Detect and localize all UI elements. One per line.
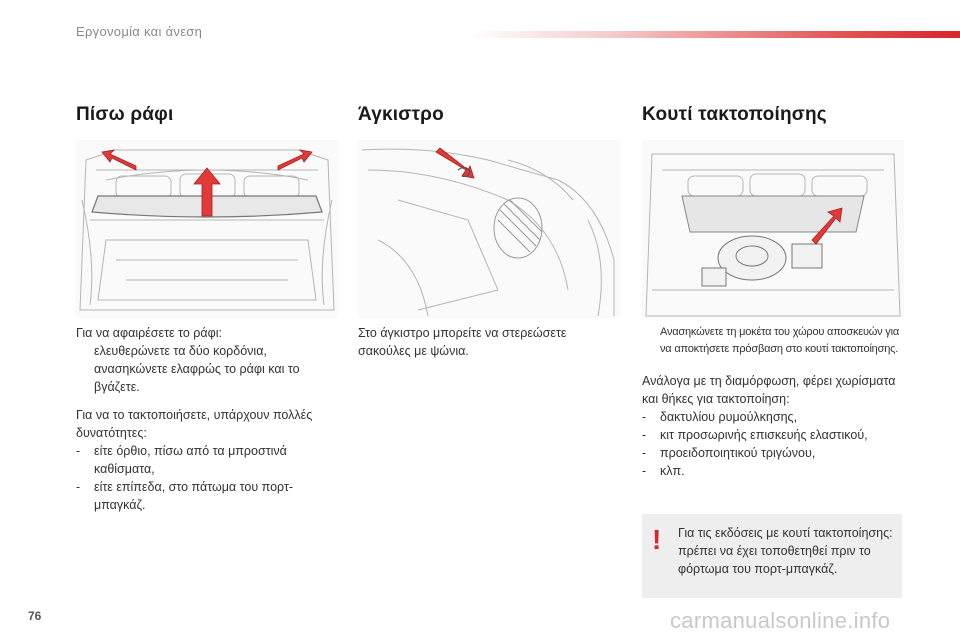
list-item: [76, 478, 338, 514]
list-item: [76, 442, 338, 478]
storage-box-dash-1: δακτυλίου ρυμούλκησης,: [660, 410, 798, 424]
section-title-hook: Άγκιστρο: [358, 104, 444, 125]
rear-shelf-storage-intro: Για να το τακτοποιήσετε, υπάρχουν πολλές δυνατότητες:: [76, 408, 313, 440]
storage-box-intro: Ανάλογα με τη διαμόρφωση, φέρει χωρίσματα και θήκες για τακτοποίηση:: [642, 374, 896, 406]
header-accent-bar: [470, 31, 960, 38]
watermark: carmanualsonline.info: [670, 608, 891, 633]
dash-marker: -: [642, 428, 647, 442]
section-title-storage-box: Κουτί τακτοποίησης: [642, 104, 827, 125]
dash-marker: -: [76, 444, 81, 458]
rear-shelf-drawing: [76, 140, 338, 318]
storage-box-drawing: [642, 140, 904, 318]
page-number: 76: [28, 609, 42, 623]
bullet-marker: [76, 342, 94, 360]
storage-box-dash-3: προειδοποιητικού τριγώνου,: [660, 446, 816, 460]
list-item: [642, 426, 906, 444]
dash-marker: -: [642, 464, 647, 478]
illustration-hook: [358, 140, 620, 318]
rear-shelf-bullet-1: ελευθερώνετε τα δύο κορδόνια,: [94, 344, 267, 358]
warning-icon: !: [652, 524, 662, 555]
hook-drawing: [358, 140, 620, 318]
dash-marker: -: [642, 446, 647, 460]
dash-marker: -: [642, 410, 647, 424]
storage-box-bullet: Ανασηκώνετε τη μοκέτα του χώρου αποσκευών για να αποκτήσετε πρόσβαση στο κουτί τακτοποίησης.: [660, 326, 900, 355]
rear-shelf-dash-1: είτε όρθιο, πίσω από τα μπροστινά καθίσματα,: [94, 444, 287, 476]
illustration-storage-box: [642, 140, 904, 318]
storage-box-dash-2: κιτ προσωρινής επισκευής ελαστικού,: [660, 428, 868, 442]
list-item: [642, 444, 906, 462]
dash-marker: -: [76, 480, 81, 494]
bullet-marker: [76, 360, 94, 396]
rear-shelf-intro: Για να αφαιρέσετε το ράφι:: [76, 326, 222, 340]
list-item: [642, 324, 906, 358]
list-item: [76, 360, 338, 396]
storage-box-dash-4: κλπ.: [660, 464, 685, 478]
rear-shelf-dash-2: είτε επίπεδα, στο πάτωμα του πορτ-μπαγκάζ.: [94, 480, 294, 512]
bullet-marker: [642, 324, 660, 358]
warning-box: [642, 514, 902, 598]
list-item: [642, 408, 906, 426]
header-title: Εργονομία και άνεση: [76, 24, 203, 39]
rear-shelf-bullet-2: ανασηκώνετε ελαφρώς το ράφι και το βγάζετε.: [94, 362, 300, 394]
section-title-rear-shelf: Πίσω ράφι: [76, 104, 174, 125]
list-item: [642, 462, 906, 480]
warning-text: Για τις εκδόσεις με κουτί τακτοποίησης: πρέπει να έχει τοποθετηθεί πριν το φόρτωμα του πορτ-μπαγκάζ.: [678, 526, 893, 576]
list-item: [76, 342, 338, 360]
illustration-rear-shelf: [76, 140, 338, 318]
hook-text: Στο άγκιστρο μπορείτε να στερεώσετε σακούλες με ψώνια.: [358, 326, 567, 358]
